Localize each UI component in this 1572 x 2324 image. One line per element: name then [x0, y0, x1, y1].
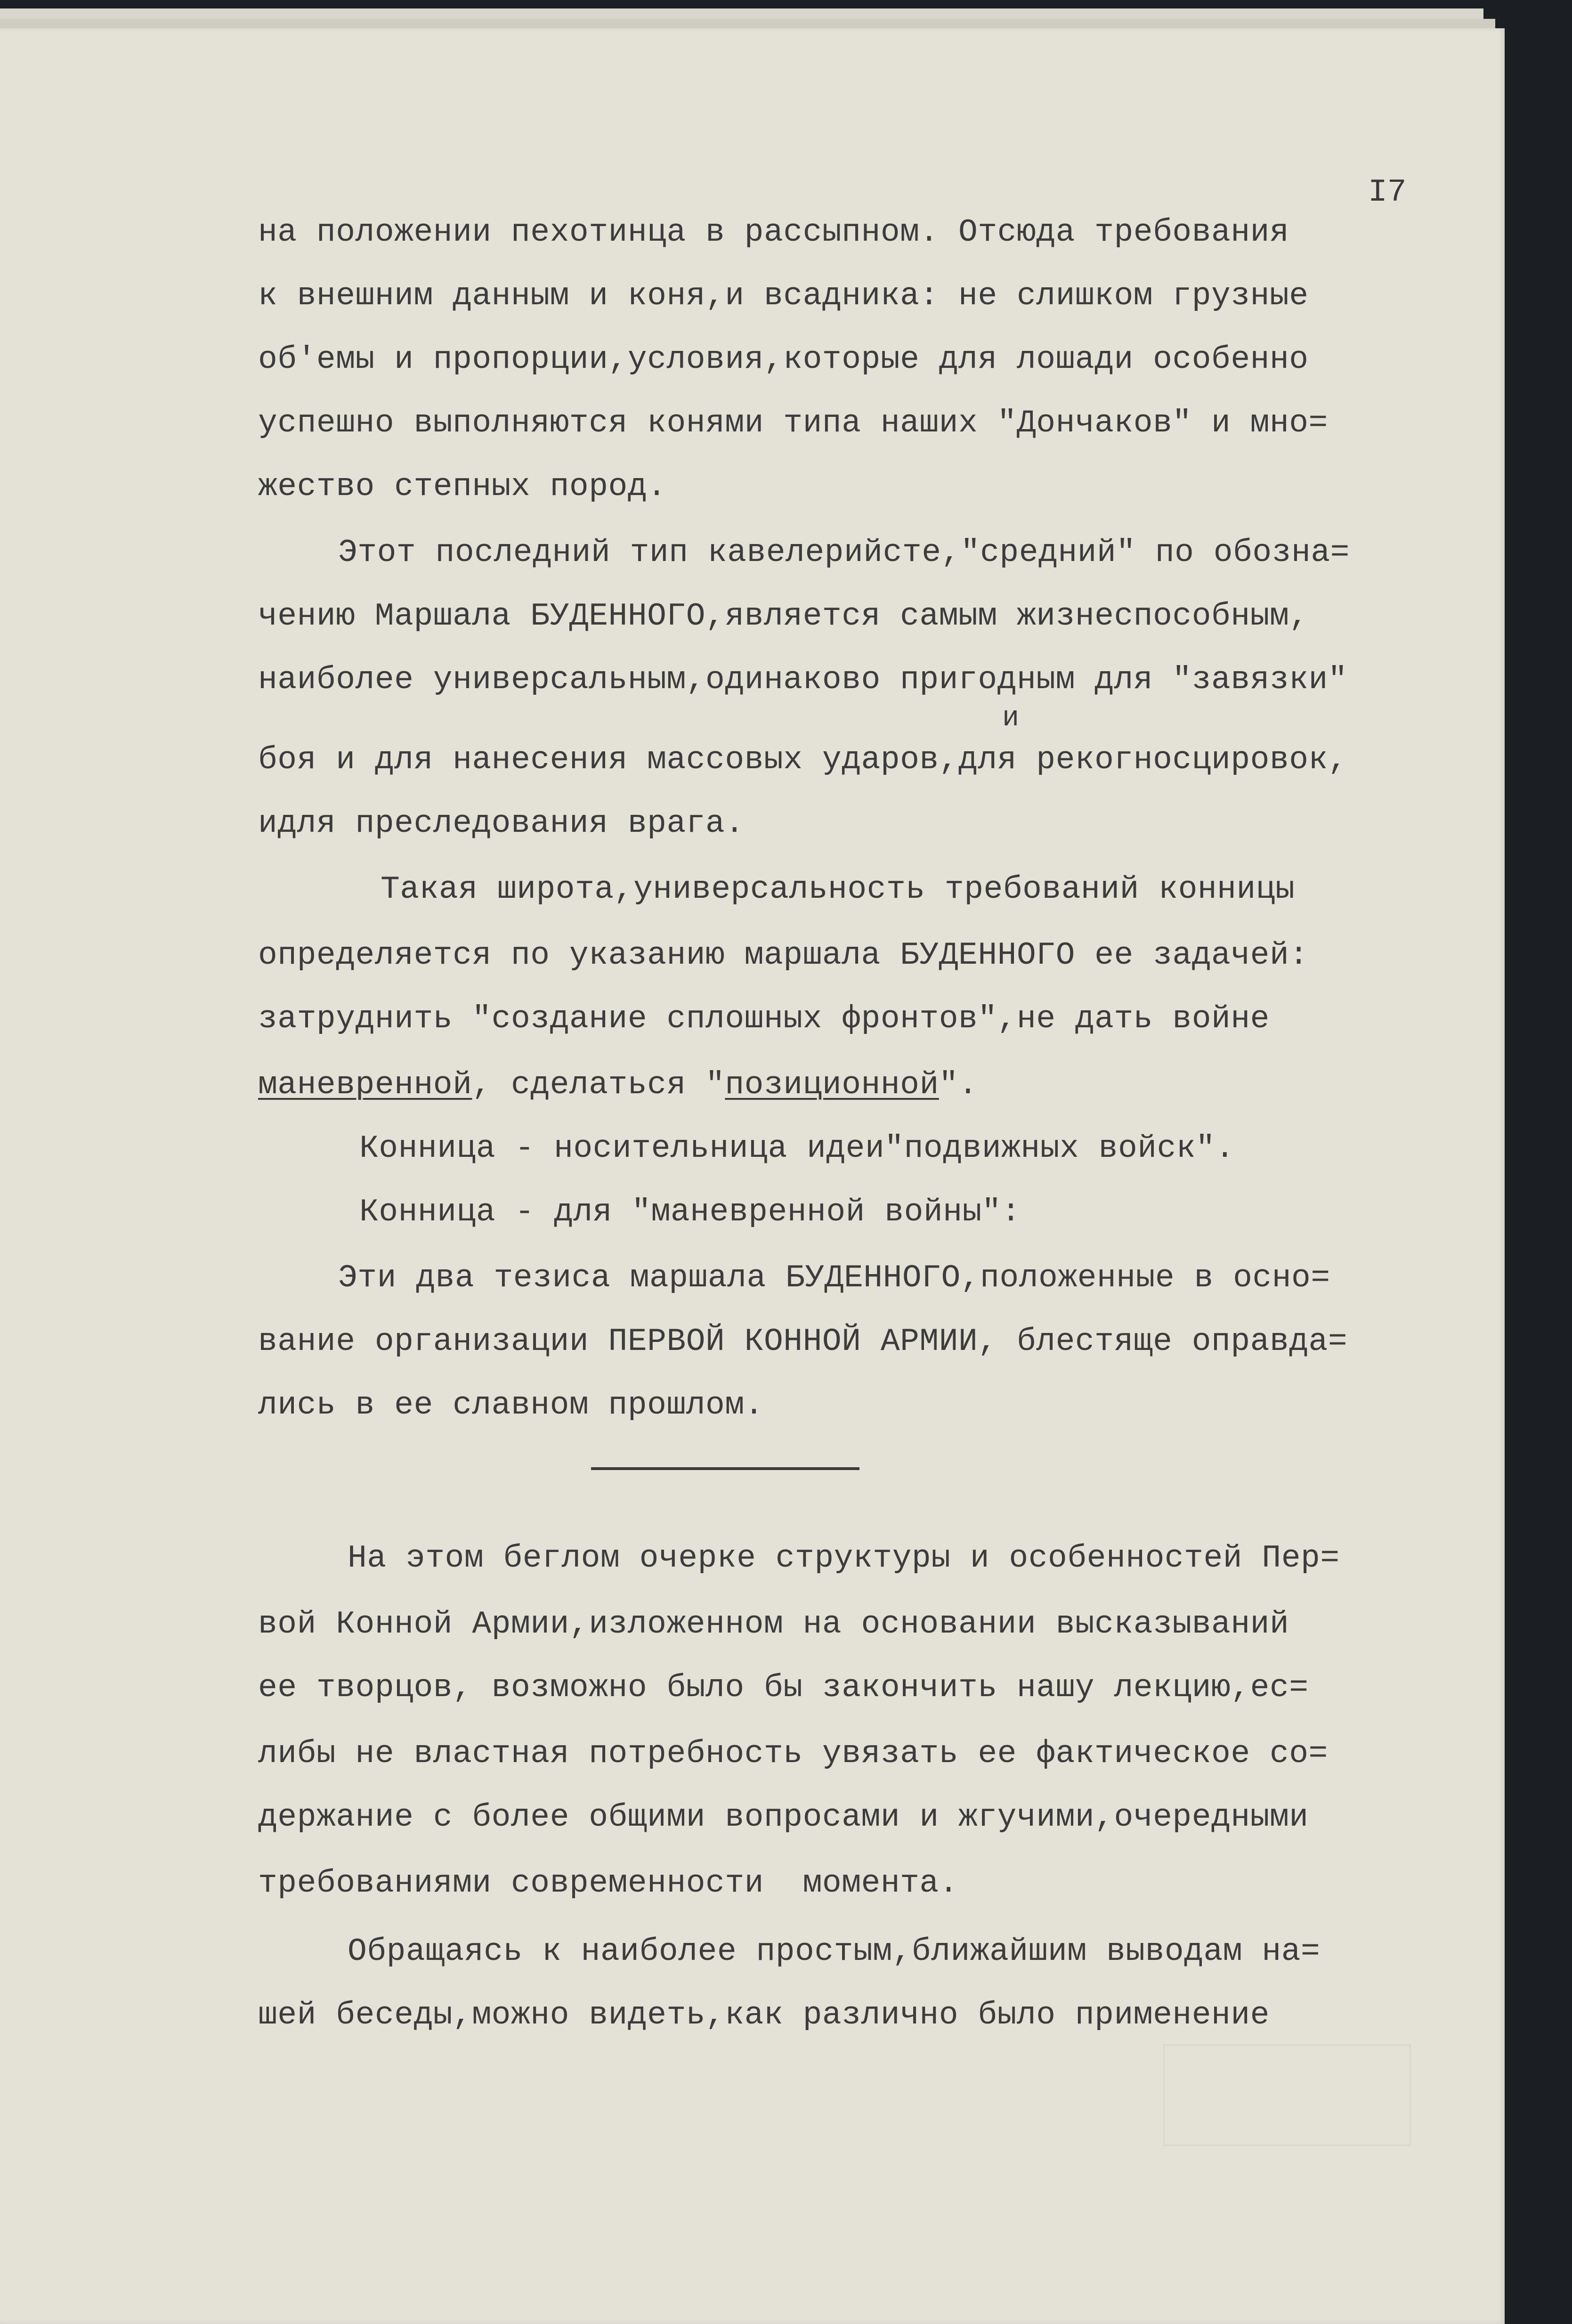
text-line: Эти два тезиса маршала БУДЕННОГО,положенные в осно= — [338, 1260, 1330, 1296]
text-line: шей беседы,можно видеть,как различно было применение — [258, 1997, 1270, 2033]
text-line: требованиями современности момента. — [258, 1865, 959, 1901]
text-line: Конница - носительница идеи"подвижных войск". — [359, 1130, 1235, 1167]
faded-stamp — [1163, 2044, 1411, 2146]
text-line: идля преследования врага. — [258, 805, 745, 842]
text-line: лись в ее славном прошлом. — [258, 1387, 764, 1423]
text-line: маневренной, сделаться "позиционной". — [258, 1067, 978, 1103]
text-line: боя и для нанесения массовых ударов,для рекогносцировок, — [258, 742, 1348, 778]
text-line: жество степных пород. — [258, 469, 667, 505]
text-line: держание с более общими вопросами и жгучими,очередными — [258, 1799, 1309, 1836]
text-line: вой Конной Армии,изложенном на основании высказываний — [258, 1606, 1289, 1642]
text-line: Такая широта,универсальность требований конницы — [381, 871, 1295, 908]
text-line: наиболее универсальным,одинаково пригодным для "завязки" — [258, 662, 1348, 698]
text-line: Этот последний тип кавелерийсте,"средний" по обозна= — [338, 535, 1350, 571]
text-line: чению Маршала БУДЕННОГО,является самым жизнеспособным, — [258, 598, 1309, 634]
underlined-word: маневренной — [258, 1067, 472, 1103]
section-divider — [591, 1467, 859, 1470]
text-line: ее творцов, возможно было бы закончить нашу лекцию,ес= — [258, 1670, 1309, 1706]
text-line: затруднить "создание сплошных фронтов",не дать войне — [258, 1001, 1270, 1037]
text-line: вание организации ПЕРВОЙ КОННОЙ АРМИИ, блестяще оправда= — [258, 1324, 1348, 1360]
text-line: успешно выполняются конями типа наших "Дончаков" и мно= — [258, 405, 1328, 441]
underlined-word: позиционной — [725, 1067, 939, 1103]
text-line: об'емы и пропорции,условия,которые для лошади особенно — [258, 341, 1309, 378]
text-line: либы не властная потребность увязать ее фактическое со= — [258, 1736, 1328, 1772]
text-line: и — [1002, 702, 1020, 734]
text-line: на положении пехотинца в рассыпном. Отсюда требования — [258, 214, 1289, 251]
text-line: Конница - для "маневренной войны": — [359, 1194, 1021, 1230]
text-line: к внешним данным и коня,и всадника: не слишком грузные — [258, 278, 1309, 314]
page-number: I7 — [1368, 174, 1407, 211]
text-line: Обращаясь к наиболее простым,ближайшим выводам на= — [348, 1934, 1321, 1970]
text-line: На этом беглом очерке структуры и особенностей Пер= — [348, 1540, 1340, 1576]
text-line: определяется по указанию маршала БУДЕННОГО ее задачей: — [258, 937, 1309, 974]
